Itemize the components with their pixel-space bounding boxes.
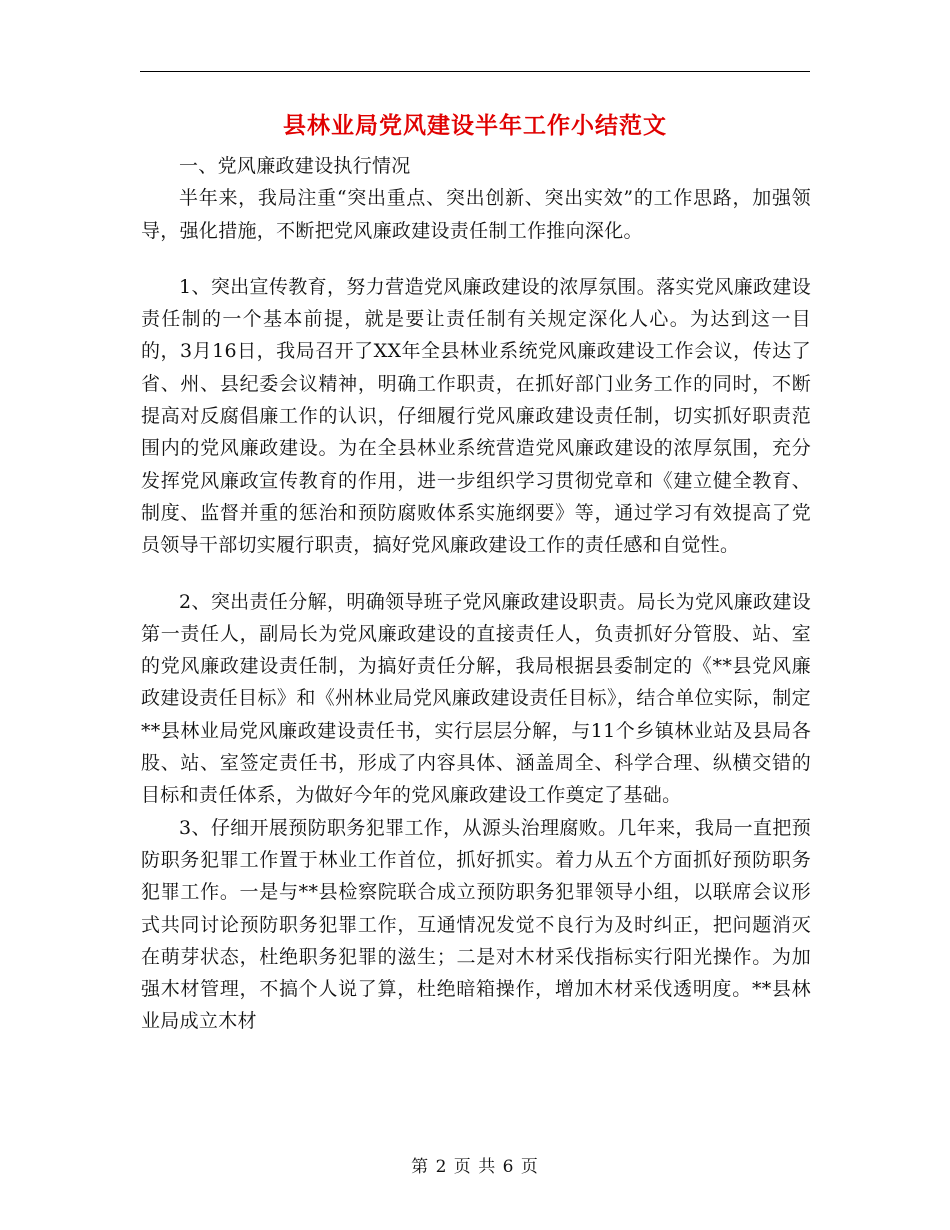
paragraph-1: 1、突出宣传教育，努力营造党风廉政建设的浓厚氛围。落实党风廉政建设责任制的一个基本前提，就是要让责任制有关规定深化人心。为达到这一目的，3月16日，我局召开了XX年全县林业系统党风廉政建设工作会议，传达了省、州、县纪委会议精神，明确工作职责，在抓好部门业务工作的同时，不断提高对反腐倡廉工作的认识，仔细履行党风廉政建设责任制，切实抓好职责范围内的党风廉政建设。为在全县林业系统营造党风廉政建设的浓厚氛围，充分发挥党风廉政宣传教育的作用，进一步组织学习贯彻党章和《建立健全教育、制度、监督并重的惩治和预防腐败体系实施纲要》等，通过学习有效提高了党员领导干部切实履行职责，搞好党风廉政建设工作的责任感和自觉性。 (141, 275, 811, 557)
paragraph-intro: 半年来，我局注重“突出重点、突出创新、突出实效”的工作思路，加强领导，强化措施，不断把党风廉政建设责任制工作推向深化。 (141, 187, 811, 242)
header-rule (140, 71, 810, 72)
paragraph-3: 3、仔细开展预防职务犯罪工作，从源头治理腐败。几年来，我局一直把预防职务犯罪工作置于林业工作首位，抓好抓实。着力从五个方面抓好预防职务犯罪工作。一是与**县检察院联合成立预防职务犯罪领导小组，以联席会议形式共同讨论预防职务犯罪工作，互通情况发觉不良行为及时纠正，把问题消灭在萌芽状态，杜绝职务犯罪的滋生；二是对木材采伐指标实行阳光操作。为加强木材管理，不搞个人说了算，杜绝暗箱操作，增加木材采伐透明度。**县林业局成立木材 (141, 816, 811, 1033)
document-title: 县林业局党风建设半年工作小结范文 (283, 112, 667, 139)
section-heading: 一、党风廉政建设执行情况 (179, 155, 411, 177)
paragraph-2: 2、突出责任分解，明确领导班子党风廉政建设职责。局长为党风廉政建设第一责任人，副局长为党风廉政建设的直接责任人，负责抓好分管股、站、室的党风廉政建设责任制，为搞好责任分解，我局根据县委制定的《**县党风廉政建设责任目标》和《州林业局党风廉政建设责任目标》，结合单位实际，制定**县林业局党风廉政建设责任书，实行层层分解，与11个乡镇林业站及县局各股、站、室签定责任书，形成了内容具体、涵盖周全、科学合理、纵横交错的目标和责任体系，为做好今年的党风廉政建设工作奠定了基础。 (141, 590, 811, 807)
page-number-footer: 第 2 页 共 6 页 (411, 1157, 539, 1177)
document-body (141, 150, 811, 1038)
